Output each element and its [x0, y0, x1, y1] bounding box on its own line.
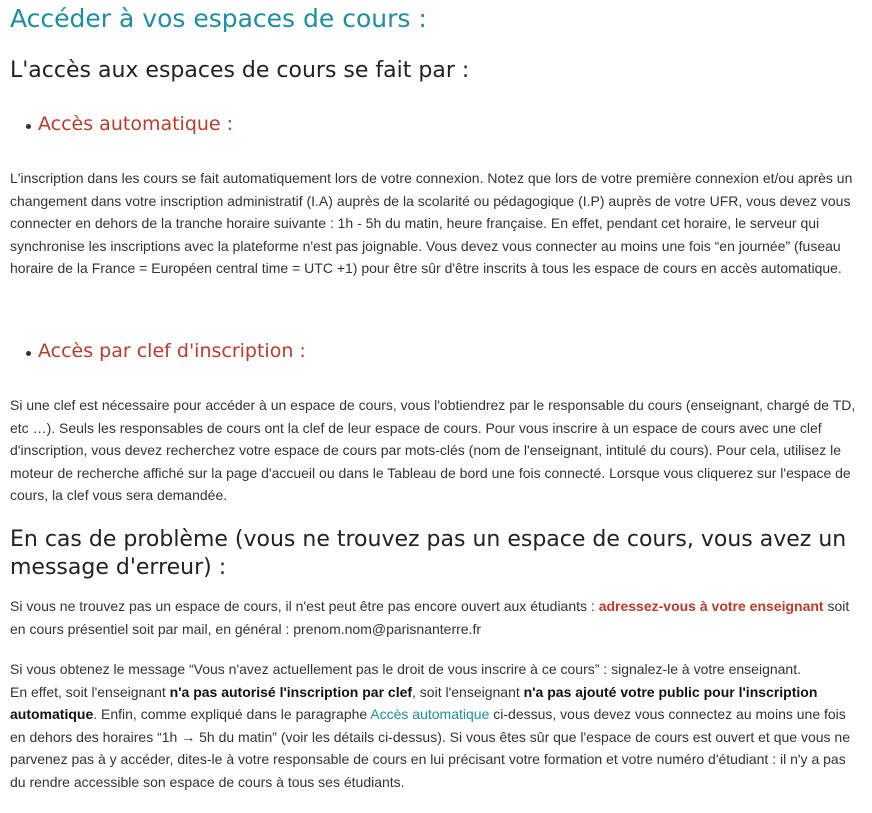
auto-access-link[interactable]: Accès automatique: [370, 706, 490, 722]
key-access-heading: [26, 340, 306, 362]
problem-p2-d: ci-dessus, vous devez vous connectez au moins une fois en dehors des horaires “1h → 5h du matin” (voir les détails ci-dessus). Si vous êtes sûr que l'espace de cours est ouvert et que vous ne parvenez pas à y accéder, dites-le à votre responsable de cours en lui précisant votre formation et votre numéro d'étudiant : il n'y a pas du rendre accessible son espace de cours à tous ses étudiants.: [10, 706, 850, 790]
problem-p2-c: . Enfin, comme expliqué dans le paragraphe: [93, 706, 371, 722]
auto-access-heading: [26, 113, 233, 135]
contact-teacher-emphasis: adressez-vous à votre enseignant: [598, 598, 824, 614]
auto-access-paragraph: L'inscription dans les cours se fait automatiquement lors de votre connexion. Notez que lors de votre première connexion et/ou après un changement dans votre inscription administratif (I.A) auprès de la scolarité ou pédagogique (I.P) auprès de votre UFR, vous devez vous connecter en dehors de la tranche horaire suivante : 1h - 5h du matin, heure française. En effet, pendant cet horaire, le serveur qui synchronise les inscriptions avec la plateforme n'est pas joignable. Vous devez vous connecter au moins une fois “en journée” (fuseau horaire de la France = Européen central time = UTC +1) pour être sûr d'être inscrits à tous les espace de cours en accès automatique.: [10, 170, 853, 276]
problem-paragraph-1: [10, 595, 860, 640]
problem-p2-line1: Si vous obtenez le message “Vous n'avez actuellement pas le droit de vous inscrire à ce cours” : signalez-le à votre enseignant.: [10, 661, 801, 677]
no-key-enrolment-emphasis: n'a pas autorisé l'inscription par clef: [169, 683, 413, 700]
problem-p1-end: soit en cours présentiel soit par mail, en général : prenom.nom@parisnanterre.fr: [10, 598, 850, 637]
problem-p2-a: En effet, soit l'enseignant: [10, 683, 170, 700]
problem-paragraph-2: [10, 658, 860, 793]
key-access-heading-label: Accès par clef d'inscription :: [38, 340, 306, 362]
auto-access-heading-label: Accès automatique :: [38, 113, 234, 135]
page-title: Accéder à vos espaces de cours :: [10, 4, 427, 33]
bullet-icon: [26, 351, 31, 356]
no-public-added-emphasis: n'a pas ajouté votre public pour l'inscription automatique: [10, 683, 818, 722]
problem-p1-text: Si vous ne trouvez pas un espace de cours, il n'est peut être pas encore ouvert aux étudiants :: [10, 598, 599, 614]
intro-heading: L'accès aux espaces de cours se fait par :: [10, 58, 470, 83]
problem-heading: En cas de problème (vous ne trouvez pas un espace de cours, vous avez un message d'erreur) :: [10, 527, 847, 580]
key-access-paragraph: Si une clef est nécessaire pour accéder à un espace de cours, vous l'obtiendrez par le responsable du cours (enseignant, chargé de TD, etc …). Seuls les responsables de cours ont la clef de leur espace de cours. Pour vous inscrire à un espace de cours avec une clef d'inscription, vous devez recherchez votre espace de cours par mots-clés (nom de l'enseignant, intitulé du cours). Pour cela, utilisez le moteur de recherche affiché sur la page d'accueil ou dans le Tableau de bord une fois connecté. Lorsque vous cliquerez sur l'espace de cours, la clef vous sera demandée.: [10, 397, 856, 503]
bullet-icon: [26, 124, 31, 129]
problem-p2-b: , soit l'enseignant: [412, 683, 524, 700]
